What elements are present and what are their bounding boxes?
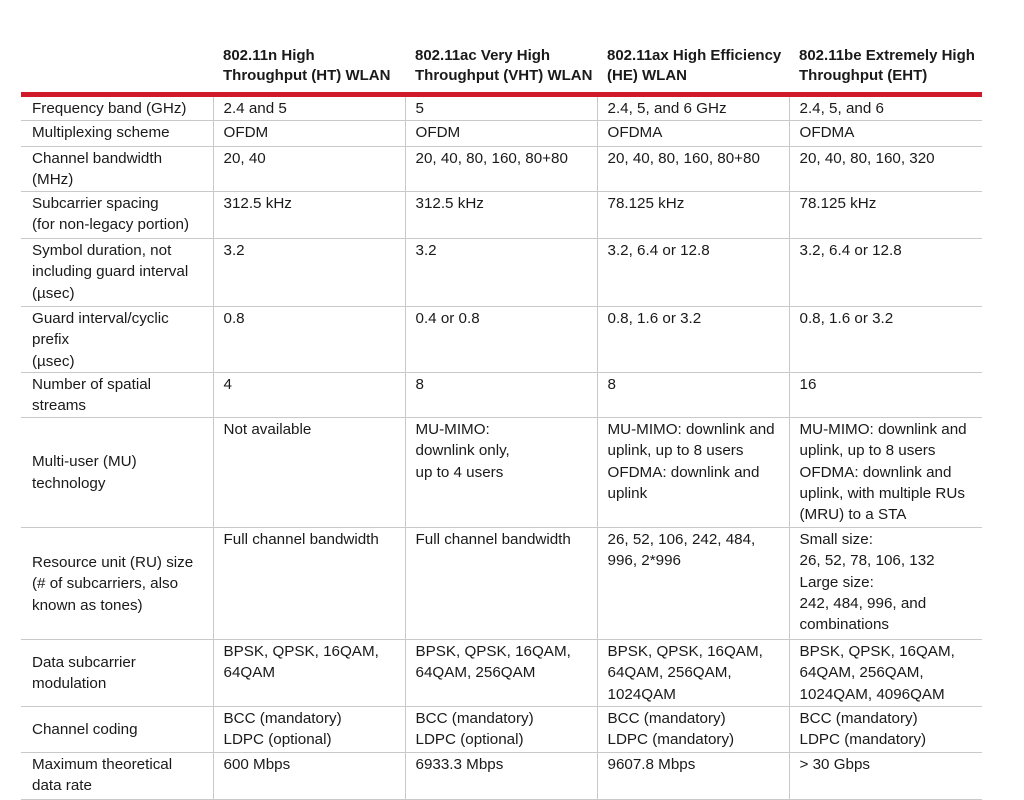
table-cell: 3.2, 6.4 or 12.8	[597, 238, 789, 306]
table-row	[21, 706, 982, 752]
table-cell: BCC (mandatory) LDPC (mandatory)	[789, 706, 982, 752]
wlan-standards-comparison-table	[21, 44, 982, 800]
table-row	[21, 752, 982, 799]
table-cell: 2.4, 5, and 6	[789, 95, 982, 121]
table-cell: BCC (mandatory) LDPC (optional)	[405, 706, 597, 752]
table-cell: 20, 40, 80, 160, 80+80	[405, 147, 597, 192]
table-cell: OFDM	[213, 121, 405, 147]
row-label: Multi-user (MU) technology	[21, 417, 213, 527]
table-cell: 0.8	[213, 306, 405, 372]
table-cell: BPSK, QPSK, 16QAM, 64QAM, 256QAM, 1024QAM, 4096QAM	[789, 639, 982, 706]
table-cell: BCC (mandatory) LDPC (optional)	[213, 706, 405, 752]
table-cell: 26, 52, 106, 242, 484, 996, 2*996	[597, 527, 789, 639]
table-cell: OFDMA	[597, 121, 789, 147]
header-corner	[21, 44, 213, 95]
table-cell: 78.125 kHz	[597, 191, 789, 238]
table-cell: 2.4 and 5	[213, 95, 405, 121]
table-cell: 0.4 or 0.8	[405, 306, 597, 372]
table-cell: 3.2	[213, 238, 405, 306]
table-row	[21, 95, 982, 121]
table-header	[21, 44, 982, 95]
table-row	[21, 527, 982, 639]
row-label: Data subcarrier modulation	[21, 639, 213, 706]
table-cell: 16	[789, 373, 982, 418]
table-cell: BPSK, QPSK, 16QAM, 64QAM, 256QAM	[405, 639, 597, 706]
table-cell: Not available	[213, 417, 405, 527]
table-cell: Full channel bandwidth	[213, 527, 405, 639]
table-cell: > 30 Gbps	[789, 752, 982, 799]
table-row	[21, 121, 982, 147]
table-cell: BPSK, QPSK, 16QAM, 64QAM, 256QAM, 1024QAM	[597, 639, 789, 706]
table-cell: OFDM	[405, 121, 597, 147]
table-cell: 2.4, 5, and 6 GHz	[597, 95, 789, 121]
table-cell: 78.125 kHz	[789, 191, 982, 238]
header-80211n: 802.11n High Throughput (HT) WLAN	[223, 47, 391, 84]
table-cell: 312.5 kHz	[213, 191, 405, 238]
row-label: Subcarrier spacing (for non-legacy portion)	[21, 191, 213, 238]
row-label: Channel bandwidth (MHz)	[21, 147, 213, 192]
table-cell: 8	[597, 373, 789, 418]
header-80211ac: 802.11ac Very High Throughput (VHT) WLAN	[415, 47, 593, 84]
table-cell: MU-MIMO: downlink and uplink, up to 8 users OFDMA: downlink and uplink, with multiple RUs (MRU) to a STA	[789, 417, 982, 527]
table-row	[21, 191, 982, 238]
table-row	[21, 373, 982, 418]
table-cell: 312.5 kHz	[405, 191, 597, 238]
table-cell: 6933.3 Mbps	[405, 752, 597, 799]
table-cell: OFDMA	[789, 121, 982, 147]
table-row	[21, 306, 982, 372]
table-cell: 4	[213, 373, 405, 418]
table-cell: 5	[405, 95, 597, 121]
header-80211ax: 802.11ax High Efficiency (HE) WLAN	[607, 47, 782, 84]
table-cell: 3.2	[405, 238, 597, 306]
wlan-comparison-table-container	[21, 44, 982, 800]
table-row	[21, 238, 982, 306]
row-label: Symbol duration, not including guard interval (µsec)	[21, 238, 213, 306]
row-label: Frequency band (GHz)	[21, 95, 213, 121]
table-cell: 600 Mbps	[213, 752, 405, 799]
row-label: Multiplexing scheme	[21, 121, 213, 147]
table-cell: MU-MIMO: downlink and uplink, up to 8 users OFDMA: downlink and uplink	[597, 417, 789, 527]
row-label: Resource unit (RU) size (# of subcarriers, also known as tones)	[21, 527, 213, 639]
table-row	[21, 147, 982, 192]
table-cell: 0.8, 1.6 or 3.2	[597, 306, 789, 372]
row-label: Guard interval/cyclic prefix (µsec)	[21, 306, 213, 372]
table-row	[21, 417, 982, 527]
table-cell: Full channel bandwidth	[405, 527, 597, 639]
row-label: Channel coding	[21, 706, 213, 752]
table-cell: MU-MIMO: downlink only, up to 4 users	[405, 417, 597, 527]
table-cell: BCC (mandatory) LDPC (mandatory)	[597, 706, 789, 752]
table-cell: 3.2, 6.4 or 12.8	[789, 238, 982, 306]
table-cell: 0.8, 1.6 or 3.2	[789, 306, 982, 372]
header-row	[21, 44, 982, 95]
table-cell: 20, 40	[213, 147, 405, 192]
row-label: Number of spatial streams	[21, 373, 213, 418]
table-cell: BPSK, QPSK, 16QAM, 64QAM	[213, 639, 405, 706]
row-label: Maximum theoretical data rate	[21, 752, 213, 799]
table-body	[21, 95, 982, 800]
table-cell: 20, 40, 80, 160, 80+80	[597, 147, 789, 192]
table-cell: 20, 40, 80, 160, 320	[789, 147, 982, 192]
table-cell: Small size: 26, 52, 78, 106, 132 Large size: 242, 484, 996, and combinations	[789, 527, 982, 639]
table-cell: 8	[405, 373, 597, 418]
table-cell: 9607.8 Mbps	[597, 752, 789, 799]
header-80211be: 802.11be Extremely High Throughput (EHT)	[799, 47, 975, 84]
table-row	[21, 639, 982, 706]
